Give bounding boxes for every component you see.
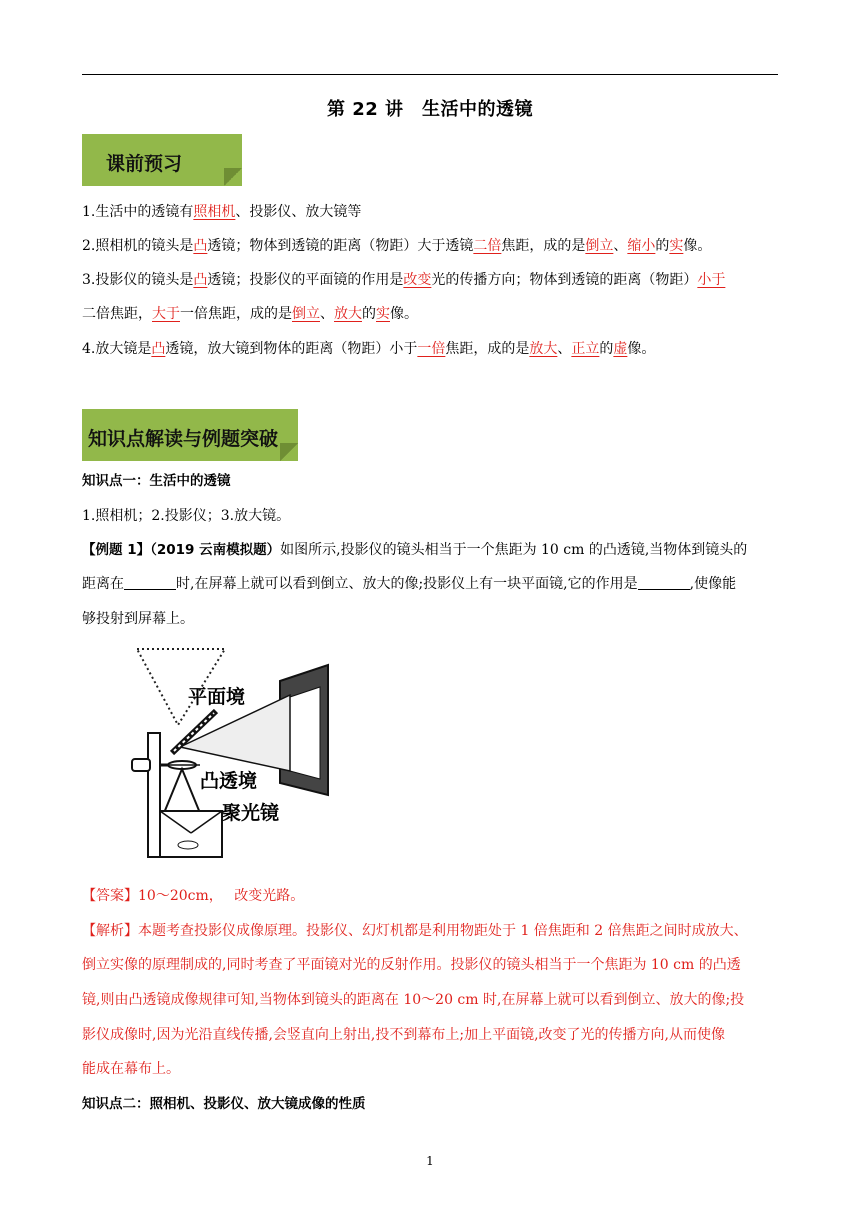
label-condenser: 聚光镜 [222,802,280,824]
banner-fold [280,443,298,461]
text: 本题考查投影仪成像原理。投影仪、幻灯机都是利用物距处于 1 倍焦距和 2 倍焦距之间时成放大、 [138,923,748,939]
text: 4.放大镜是 [82,341,152,357]
answer-fill: 凸 [193,238,208,254]
analysis-line-4: 影仪成像时,因为光沿直线传播,会竖直向上射出,投不到幕布上;加上平面镜,改变了光的传播方向,从而使像 [82,1027,725,1043]
preview-line-5 [82,339,655,359]
text: 的 [362,306,376,322]
text: 3.投影仪的镜头是 [82,272,194,288]
text: 1.生活中的透镜有 [82,204,194,220]
stand-pole [148,733,160,857]
text: 、投影仪、放大镜等 [235,204,362,220]
preview-line-1 [82,202,361,222]
example-1-line-1 [82,540,747,560]
answer-fill: 实 [376,306,390,322]
answer-fill: 大于 [152,306,180,322]
example-1-line-2 [82,574,736,594]
analysis-label: 【解析】 [82,923,138,939]
kp1-items: 1.照相机；2.投影仪；3.放大镜。 [82,508,291,524]
kp2-heading: 知识点二：照相机、投影仪、放大镜成像的性质 [82,1096,366,1112]
text: 如图所示,投影仪的镜头相当于一个焦距为 10 cm 的凸透镜,当物体到镜头的 [280,542,748,558]
section-heading-preview: 课前预习 [106,153,183,175]
header-rule [82,74,778,75]
text: 一倍焦距，成的是 [180,306,292,322]
answer-fill: 虚 [613,341,628,357]
label-mirror: 平面境 [188,686,246,708]
text: 焦距，成的是 [501,238,586,254]
example-label: 【例题 1】（2019 云南模拟题） [82,542,281,558]
text: 的 [655,238,670,254]
text: 、 [557,341,572,357]
answer-fill: 放大 [334,306,362,322]
preview-line-4 [82,304,418,324]
text: 、 [613,238,628,254]
text: 焦距，成的是 [445,341,530,357]
text: 的 [599,341,614,357]
label-lens: 凸透境 [200,770,258,792]
answer-fill: 一倍 [417,341,446,357]
text: 透镜；投影仪的平面镜的作用是 [207,272,404,288]
text: 光的传播方向；物体到透镜的距离（物距） [431,272,698,288]
preview-line-3 [82,270,725,290]
kp1-heading: 知识点一：生活中的透镜 [82,473,231,489]
light-cone [164,769,200,813]
answer-fill: 实 [669,238,684,254]
answer-fill: 二倍 [473,238,502,254]
analysis-line-5: 能成在幕布上。 [82,1061,180,1077]
analysis-line-3: 镜,则由凸透镜成像规律可知,当物体到镜头的距离在 10～20 cm 时,在屏幕上就可以看到倒立、放大的像;投 [82,992,745,1008]
text: 像。 [683,238,712,254]
banner-fold [224,168,242,186]
text: 时,在屏幕上就可以看到倒立、放大的像;投影仪上有一块平面镜,它的作用是 [176,576,638,592]
text: 、 [320,306,334,322]
projector-figure [120,647,330,860]
answer-text: 10～20cm， 改变光路。 [138,888,305,904]
condenser-box [160,811,222,857]
page-title: 第 22 讲 生活中的透镜 [326,99,534,120]
section-heading-knowledge: 知识点解读与例题突破 [88,428,279,450]
answer-fill: 缩小 [627,238,656,254]
text: 二倍焦距， [82,306,152,322]
answer-fill: 凸 [193,272,208,288]
text: 2.照相机的镜头是 [82,238,194,254]
answer-fill: 倒立 [585,238,614,254]
answer-fill: 改变 [403,272,432,288]
text: ,使像能 [689,576,737,592]
text: 透镜；物体到透镜的距离（物距）大于透镜 [207,238,474,254]
analysis-line-1 [82,921,748,941]
example-1-line-3: 够投射到屏幕上。 [82,611,194,627]
answer-label: 【答案】 [82,888,138,904]
text: 像。 [390,306,418,322]
blank-answer-1 [124,575,176,590]
answer-fill: 凸 [151,341,166,357]
preview-line-2 [82,236,711,256]
screen-surface [290,687,320,779]
answer-fill: 放大 [529,341,558,357]
text: 像。 [627,341,656,357]
text: 距离在 [82,576,124,592]
answer-line [82,886,304,906]
answer-fill: 小于 [697,272,726,288]
answer-fill: 倒立 [292,306,320,322]
answer-fill: 照相机 [193,204,236,220]
page-number: 1 [426,1154,434,1168]
blank-answer-2 [638,575,690,590]
analysis-line-2: 倒立实像的原理制成的,同时考查了平面镜对光的反射作用。投影仪的镜头相当于一个焦距为 10 cm 的凸透 [82,957,741,973]
text: 透镜，放大镜到物体的距离（物距）小于 [165,341,418,357]
projector-diagram [120,647,330,860]
answer-fill: 正立 [571,341,600,357]
